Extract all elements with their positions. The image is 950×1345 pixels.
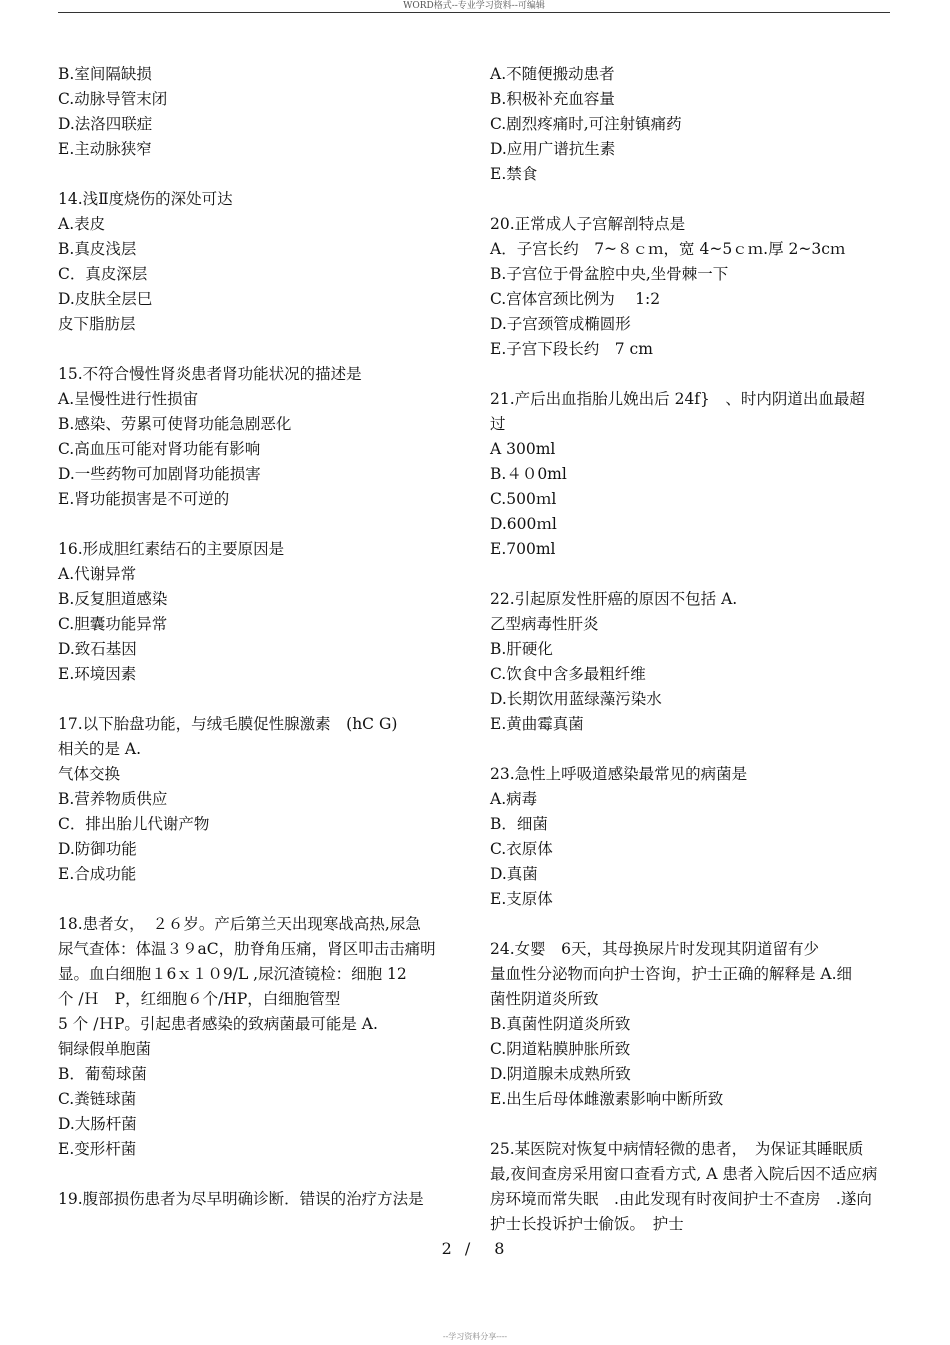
text-line: 24.女婴 6天，其母换尿片时发现其阴道留有少 (490, 940, 820, 958)
text-line: C.胆囊功能异常 (58, 615, 168, 633)
text-line: 20.正常成人子宫解剖特点是 (490, 215, 686, 233)
text-line: C.衣原体 (490, 840, 553, 858)
text-line: B.４０0ml (490, 465, 567, 483)
question-gap (58, 162, 463, 187)
text-line: 气体交换 (58, 765, 121, 783)
text-line: 22.引起原发性肝癌的原因不包括 A. (490, 590, 738, 608)
text-line: C.饮食中含多最粗纤维 (490, 665, 646, 683)
text-line: D.阴道腺未成熟所致 (490, 1065, 631, 1083)
question-gap (58, 337, 463, 362)
text-line: E.700ml (490, 540, 556, 558)
text-line: D.600ｍl (490, 515, 557, 533)
text-line: 护士长投诉护士偷饭。 护士 (490, 1215, 684, 1233)
text-line: D.长期饮用蓝绿藻污染水 (490, 690, 662, 708)
text-line: B.积极补充血容量 (490, 90, 615, 108)
text-line: D.皮肤全层巳 (58, 290, 153, 308)
text-line: 皮下脂肪层 (58, 315, 136, 333)
text-line: C.宫体宫颈比例为 1:2 (490, 290, 661, 308)
text-line: B．葡萄球菌 (58, 1065, 147, 1083)
text-line: A.呈慢性进行性损宙 (58, 390, 199, 408)
text-line: A.代谢异常 (58, 565, 137, 583)
text-line: 个 /Ｈ P，红细胞６个/HP，白细胞管型 (58, 990, 341, 1008)
text-line: 14.浅Ⅱ度烧伤的深处可达 (58, 190, 233, 208)
text-line: 量血性分泌物而向护士咨询，护士正确的解释是 A.细 (490, 965, 853, 983)
page-footer: --学习资料分享---- (442, 1332, 508, 1341)
text-line: B.肝硬化 (490, 640, 553, 658)
text-line: A．子宫长约 7~８ｃｍ，宽 4~5ｃｍ.厚 2~3cｍ (490, 240, 846, 258)
text-line: 菌性阴道炎所致 (490, 990, 599, 1008)
text-line: E.肾功能损害是不可逆的 (58, 490, 230, 508)
question-gap (58, 887, 463, 912)
text-line: B.室间隔缺损 (58, 65, 152, 83)
text-line: A.表皮 (58, 215, 106, 233)
text-line: D.真菌 (490, 865, 538, 883)
text-line: 19.腹部损伤患者为尽早明确诊断．错误的治疗方法是 (58, 1190, 424, 1208)
question-gap (58, 1162, 463, 1187)
text-line: E.合成功能 (58, 865, 137, 883)
text-line: D.应用广谱抗生素 (490, 140, 616, 158)
left-column (58, 62, 463, 1212)
text-line: C.动脉导管末闭 (58, 90, 168, 108)
text-line: 18.患者女， ２６岁。产后第兰天出现寒战高热,尿急 (58, 915, 421, 933)
question-gap (58, 687, 463, 712)
text-line: 过 (490, 415, 506, 433)
text-line: B.感染、劳累可使肾功能急剧恶化 (58, 415, 292, 433)
text-line: B.真菌性阴道炎所致 (490, 1015, 631, 1033)
page-number: 2 / 8 (441, 1239, 509, 1258)
text-line: B.反复胆道感染 (58, 590, 168, 608)
text-line: E.变形杆菌 (58, 1140, 137, 1158)
text-line: C．真皮深层 (58, 265, 148, 283)
text-line: B．细菌 (490, 815, 548, 833)
text-line: 乙型病毒性肝炎 (490, 615, 599, 633)
text-line: E.黄曲霉真菌 (490, 715, 584, 733)
page-header: WORD格式--专业学习资料--可编辑 (403, 1, 545, 11)
text-line: 显。血白细胞１6ｘ１０9/L ,尿沉渣镜检：细胞 12 (58, 965, 407, 983)
text-line: C.阴道粘膜肿胀所致 (490, 1040, 631, 1058)
text-line: E.主动脉狭窄 (58, 140, 152, 158)
text-line: 15.不符合慢性肾炎患者肾功能状况的描述是 (58, 365, 362, 383)
question-gap (490, 912, 890, 937)
text-line: 17.以下胎盘功能，与绒毛膜促性腺激素 (hC G) (58, 715, 398, 733)
text-line: D.子宫颈管成椭圆形 (490, 315, 631, 333)
text-line: E.出生后母体雌激素影响中断所致 (490, 1090, 724, 1108)
question-gap (490, 562, 890, 587)
text-line: 21.产后出血指胎儿娩出后 24f} 、时内阴道出血最超 (490, 390, 865, 408)
text-line: E.支原体 (490, 890, 553, 908)
text-line: D.致石基因 (58, 640, 137, 658)
question-gap (490, 737, 890, 762)
text-line: B.子宫位于骨盆腔中央,坐骨棘一下 (490, 265, 729, 283)
text-line: 尿气查体：体温３９aC，肋脊角压痛，肾区叩击击痛明 (58, 940, 436, 958)
text-line: 25.某医院对恢复中病情轻微的患者， 为保证其睡眠质 (490, 1140, 864, 1158)
text-line: 23.急性上呼吸道感染最常见的病菌是 (490, 765, 748, 783)
text-line: A 300ml (490, 440, 556, 458)
text-line: D.防御功能 (58, 840, 137, 858)
text-line: E.子宫下段长约 7 cm (490, 340, 653, 358)
question-gap (58, 512, 463, 537)
question-gap (490, 1112, 890, 1137)
text-line: C．排出胎儿代谢产物 (58, 815, 210, 833)
header-rule (58, 12, 890, 13)
text-line: A.病毒 (490, 790, 538, 808)
text-line: B.营养物质供应 (58, 790, 168, 808)
text-line: 5 个 /ＨP。引起患者感染的致病菌最可能是 A. (58, 1015, 378, 1033)
text-line: 相关的是 A. (58, 740, 142, 758)
text-line: D.法洛四联症 (58, 115, 153, 133)
question-gap (490, 187, 890, 212)
text-line: E.环境因素 (58, 665, 137, 683)
text-line: C.粪链球菌 (58, 1090, 137, 1108)
question-gap (490, 362, 890, 387)
text-line: 最,夜间查房采用窗口查看方式, A 患者入院后因不适应病 (490, 1165, 878, 1183)
text-line: C.剧烈疼痛时,可注射镇痛药 (490, 115, 682, 133)
text-line: E.禁食 (490, 165, 538, 183)
right-column (490, 62, 890, 1237)
text-line: D.一些药物可加剧肾功能损害 (58, 465, 261, 483)
text-line: A.不随便搬动患者 (490, 65, 615, 83)
text-line: B.真皮浅层 (58, 240, 137, 258)
text-line: D.大肠杆菌 (58, 1115, 137, 1133)
text-line: C.高血压可能对肾功能有影响 (58, 440, 261, 458)
text-line: 房环境而常失眠 .由此发现有时夜间护士不查房 .遂向 (490, 1190, 872, 1208)
text-line: 16.形成胆红素结石的主要原因是 (58, 540, 285, 558)
text-line: 铜绿假单胞菌 (58, 1040, 152, 1058)
text-line: C.500ｍl (490, 490, 557, 508)
